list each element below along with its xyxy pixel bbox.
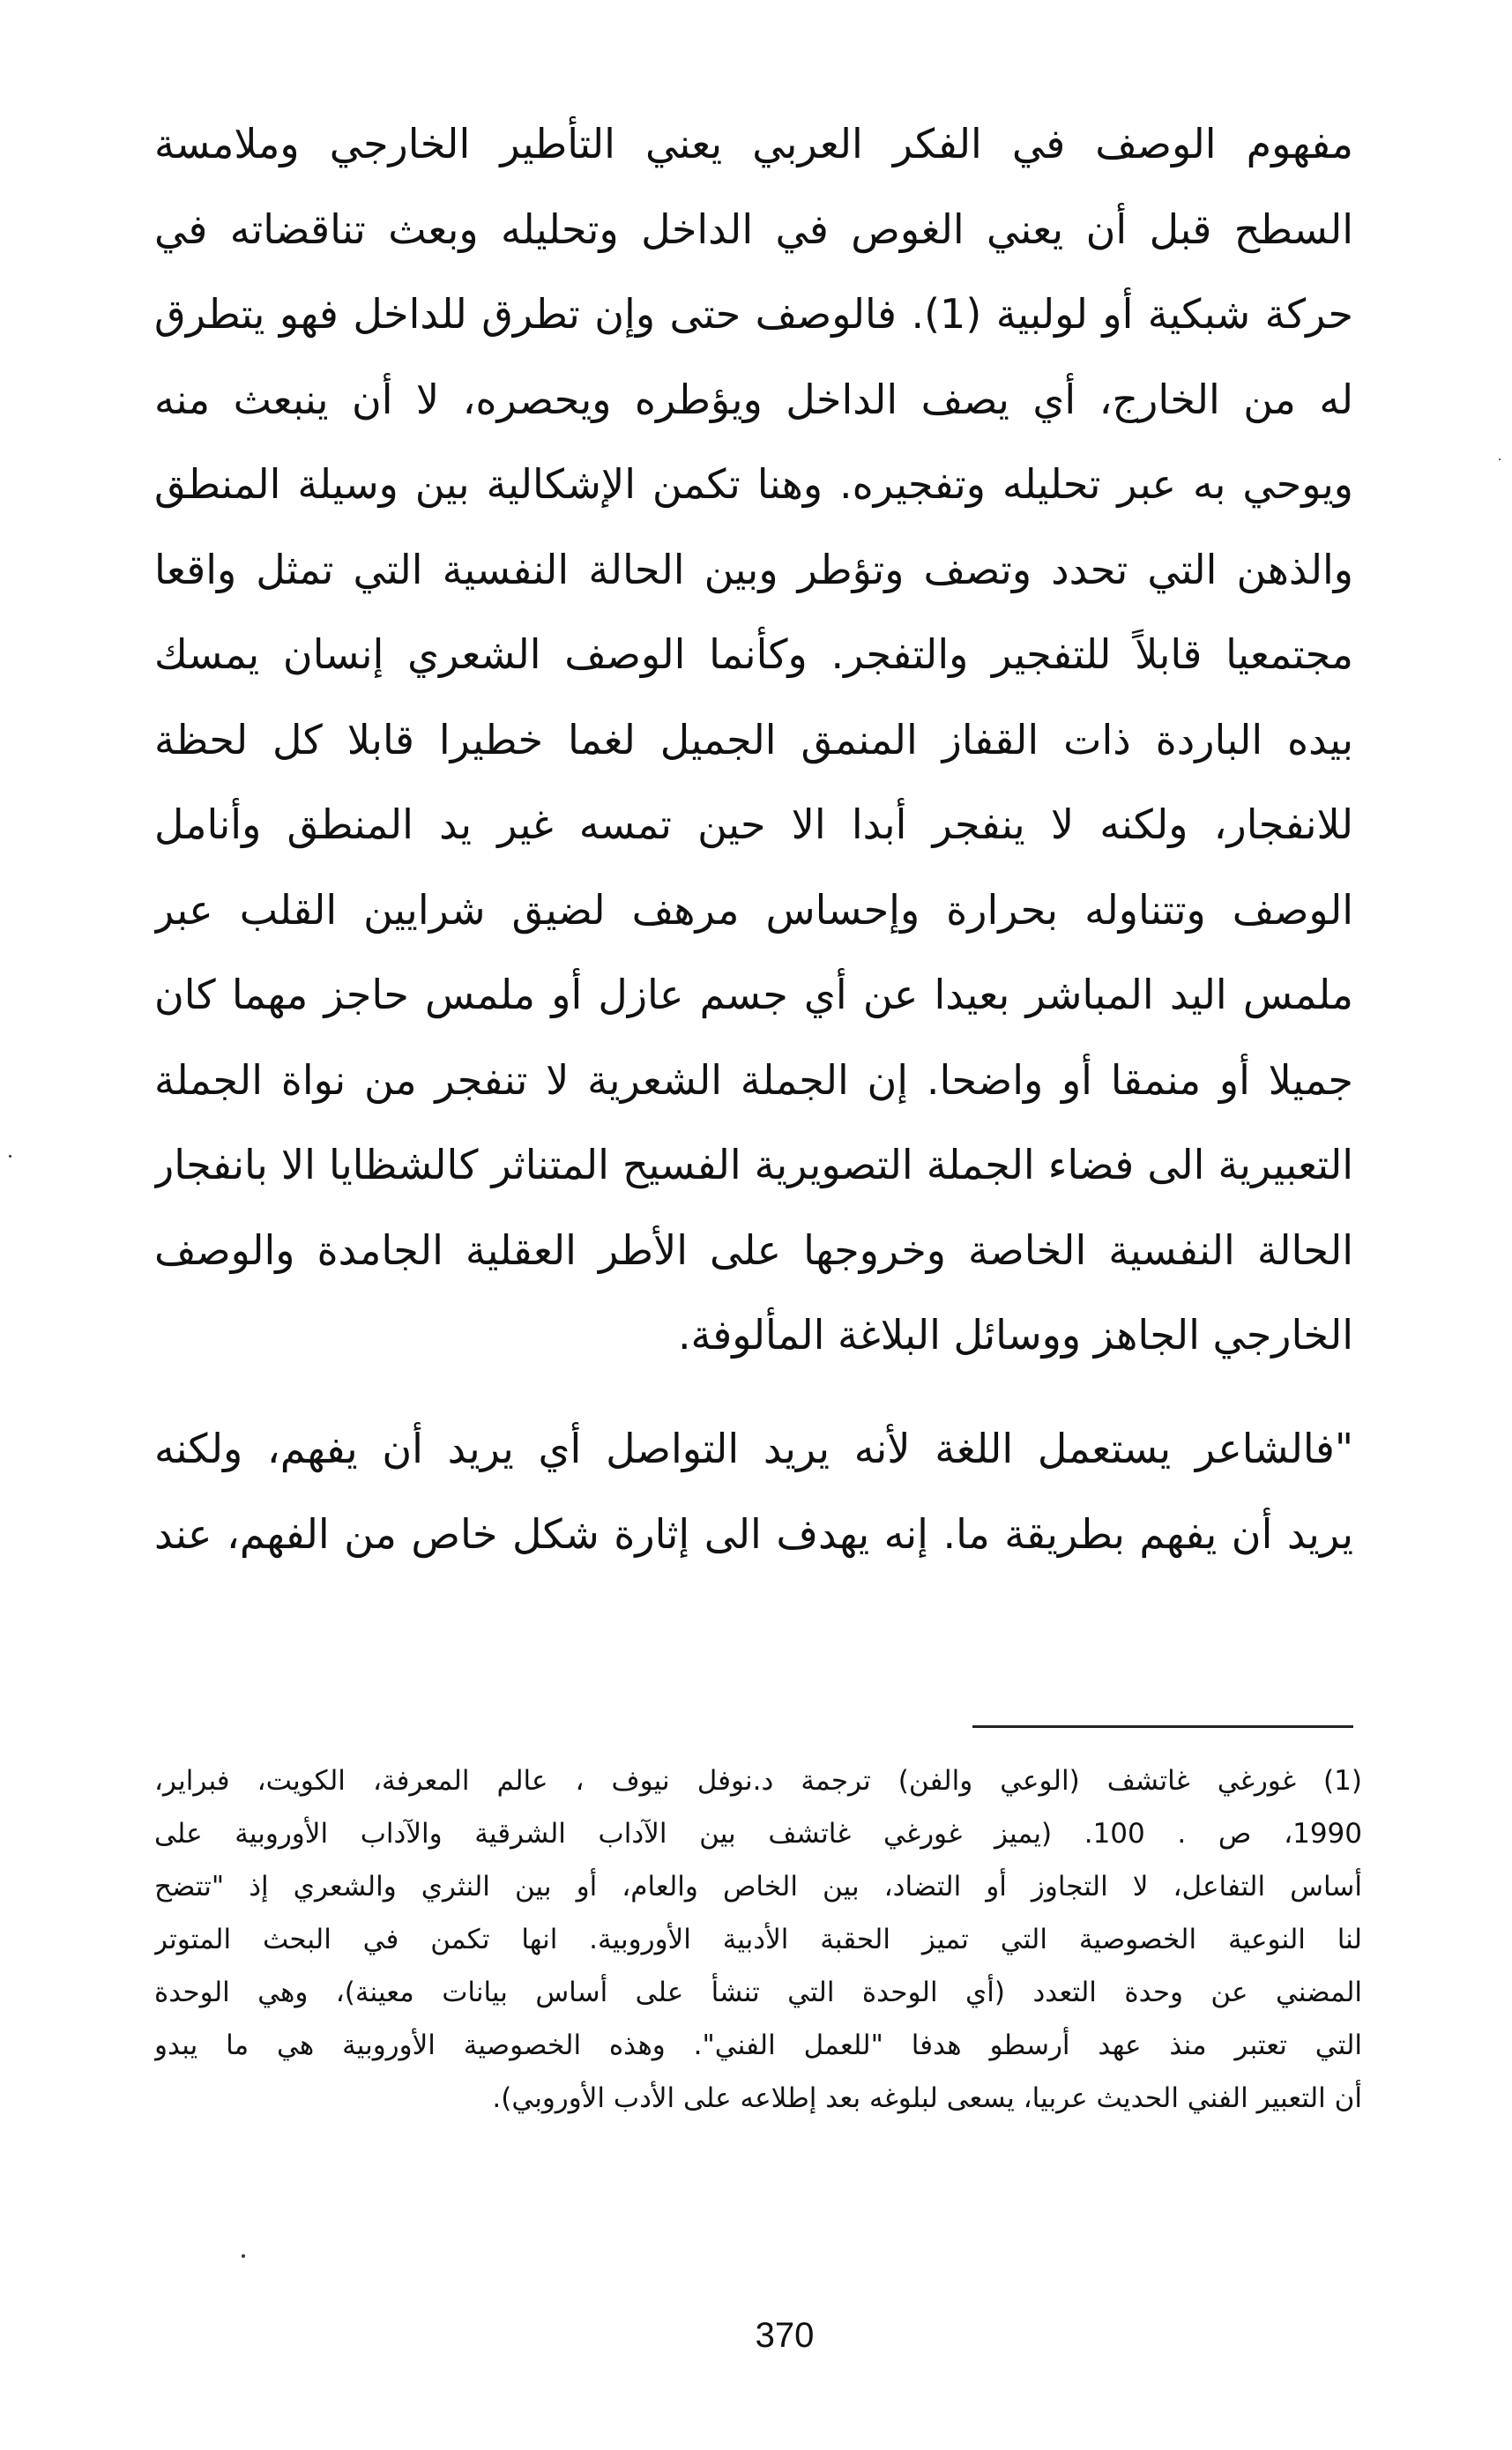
- quote-line: "فالشاعر يستعمل اللغة لأنه يريد التواصل أي يريد أن يفهم، ولكنه: [154, 1425, 1353, 1472]
- scan-speck: [1499, 458, 1501, 460]
- footnote-line: التي تعتبر منذ عهد أرسطو هدفا "للعمل الفني". وهذه الخصوصية الأوروبية هي ما يبدو: [154, 2029, 1362, 2061]
- text-line: الحالة النفسية الخاصة وخروجها على الأطر العقلية الجامدة والوصف: [154, 1225, 1353, 1274]
- footnote-line: (1) غورغي غاتشف (الوعي والفن) ترجمة د.نوفل نيوف ، عالم المعرفة، الكويت، فبراير،: [154, 1765, 1362, 1797]
- footnote: [154, 1754, 1362, 2125]
- footnote-line: أساس التفاعل، لا التجاوز أو التضاد، بين الخاص والعام، أو بين النثري والشعري إذ "تتضح: [154, 1871, 1362, 1903]
- footnote-divider: [972, 1725, 1353, 1728]
- text-line: مجتمعيا قابلاً للتفجير والتفجر. وكأنما الوصف الشعري إنسان يمسك: [154, 630, 1353, 678]
- main-paragraph: [154, 101, 1353, 1378]
- footnote-line: المضني عن وحدة التعدد (أي الوحدة التي تنشأ على أساس بيانات معينة)، وهي الوحدة: [154, 1977, 1362, 2008]
- text-line: ملمس اليد المباشر بعيدا عن أي جسم عازل أو ملمس حاجز مهما كان: [154, 971, 1353, 1018]
- scan-speck: [9, 1155, 11, 1158]
- text-line: والذهن التي تحدد وتصف وتؤطر وبين الحالة النفسية التي تمثل واقعا: [154, 545, 1353, 593]
- text-line: الوصف وتتناوله بحرارة وإحساس مرهف لضيق شرايين القلب عبر: [154, 885, 1353, 934]
- text-line: جميلا أو منمقا أو واضحا. إن الجملة الشعرية لا تنفجر من نواة الجملة: [154, 1055, 1353, 1104]
- scan-speck: [242, 2254, 245, 2258]
- text-line: مفهوم الوصف في الفكر العربي يعني التأطير الخارجي وملامسة: [154, 120, 1353, 168]
- quote-line: يريد أن يفهم بطريقة ما. إنه يهدف الى إثارة شكل خاص من الفهم، عند: [154, 1509, 1353, 1558]
- page-number: 370: [755, 2316, 815, 2355]
- text-line: ويوحي به عبر تحليله وتفجيره. وهنا تكمن الإشكالية بين وسيلة المنطق: [154, 460, 1353, 508]
- text-line: الخارجي الجاهز ووسائل البلاغة المألوفة.: [677, 1311, 1353, 1359]
- text-line: للانفجار، ولكنه لا ينفجر أبدا الا حين تمسه غير يد المنطق وأنامل: [154, 801, 1353, 848]
- text-line: له من الخارج، أي يصف الداخل ويؤطره ويحصره، لا أن ينبعث منه: [154, 375, 1353, 423]
- text-line: التعبيرية الى فضاء الجملة التصويرية الفسيح المتناثر كالشظايا الا بانفجار: [154, 1141, 1353, 1188]
- text-line: السطح قبل أن يعني الغوص في الداخل وتحليله وبعث تناقضاته في: [154, 205, 1353, 253]
- text-line: حركة شبكية أو لولبية (1). فالوصف حتى وإن تطرق للداخل فهو يتطرق: [154, 290, 1353, 338]
- footnote-line: أن التعبير الفني الحديث عربيا، يسعى لبلوغه بعد إطلاعه على الأدب الأوروبي).: [492, 2082, 1362, 2114]
- footnote-line: لنا النوعية الخصوصية التي تميز الحقبة الأدبية الأوروبية. انها تكمن في البحث المتوتر: [154, 1924, 1362, 1955]
- text-line: بيده الباردة ذات القفاز المنمق الجميل لغما خطيرا قابلا كل لحظة: [154, 715, 1353, 763]
- footnote-line: 1990، ص . 100. (يميز غورغي غاتشف بين الآداب الشرقية والآداب الأوروبية على: [154, 1818, 1362, 1850]
- quote-paragraph: [154, 1406, 1353, 1576]
